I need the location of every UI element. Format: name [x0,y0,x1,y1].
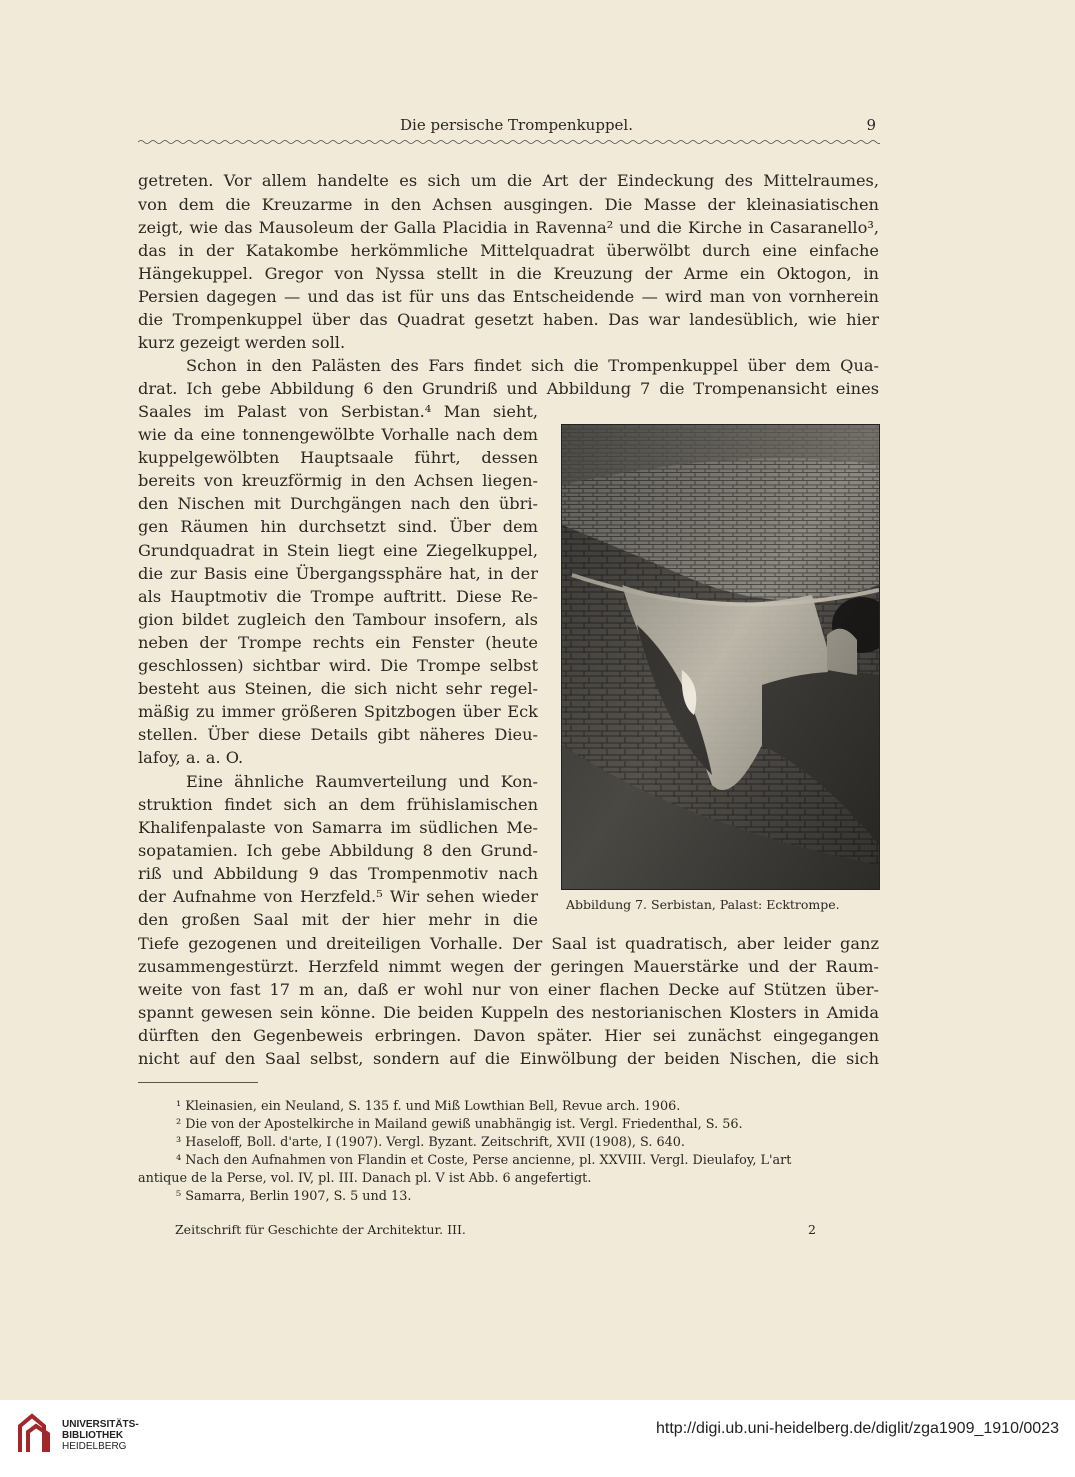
body-line: spannt gewesen sein könne. Die beiden Kuppeln des nestorianischen Klosters in Amida [138,1003,879,1022]
footnote-rule [138,1082,258,1083]
body-line: den großen Saal mit der hier mehr in die [138,910,538,929]
source-url-link[interactable]: http://digi.ub.uni-heidelberg.de/diglit/zga1909_1910/0023 [656,1420,1059,1437]
body-line: nicht auf den Saal selbst, sondern auf die Einwölbung der beiden Nischen, die sich [138,1049,879,1068]
footnote-4-cont: antique de la Perse, vol. IV, pl. III. Danach pl. V ist Abb. 6 angefertigt. [138,1171,592,1186]
footnote-5: ⁵ Samarra, Berlin 1907, S. 5 und 13. [176,1189,412,1204]
body-line: geschlossen) sichtbar wird. Die Trompe selbst [138,656,538,675]
footnote-3: ³ Haseloff, Boll. d'arte, I (1907). Vergl. Byzant. Zeitschrift, XVII (1908), S. 640. [176,1135,686,1150]
library-line-1: UNIVERSITÄTS- [62,1419,139,1430]
body-line: der Aufnahme von Herzfeld.⁵ Wir sehen wieder [138,887,538,906]
body-line: Tiefe gezogenen und dreiteiligen Vorhalle. Der Saal ist quadratisch, aber leider ganz [138,934,879,953]
footnote-2: ² Die von der Apostelkirche in Mailand gewiß unabhängig ist. Vergl. Friedenthal, S. 56. [176,1117,743,1132]
body-line: kuppelgewölbten Hauptsaale führt, dessen [138,448,538,467]
body-line: gion bildet zugleich den Tambour insofern, als [138,610,538,629]
footnote-4: ⁴ Nach den Aufnahmen von Flandin et Coste, Perse ancienne, pl. XXVIII. Vergl. Dieulafoy, L'art [176,1153,792,1168]
university-library-logo-icon [14,1412,54,1458]
body-line: Saales im Palast von Serbistan.⁴ Man sieht, [138,402,538,421]
figure-caption: Abbildung 7. Serbistan, Palast: Ecktrompe. [566,897,840,912]
body-line: besteht aus Steinen, die sich nicht sehr regel- [138,679,538,698]
body-line: bereits von kreuzförmig in den Achsen liegen- [138,471,538,490]
body-line: drat. Ich gebe Abbildung 6 den Grundriß und Abbildung 7 die Trompenansicht eines [138,379,879,398]
body-line: riß und Abbildung 9 das Trompenmotiv nach [138,864,538,883]
figure-photo-squinch [561,424,880,890]
signature-mark: 2 [808,1222,816,1237]
journal-title: Zeitschrift für Geschichte der Architektur. III. [175,1222,466,1237]
header-title: Die persische Trompenkuppel. [400,116,633,134]
header-wave-rule [138,138,880,146]
body-line: dürften den Gegenbeweis erbringen. Davon später. Hier sei zunächst eingegangen [138,1026,879,1045]
footnote-1: ¹ Kleinasien, ein Neuland, S. 135 f. und Miß Lowthian Bell, Revue arch. 1906. [176,1099,681,1114]
body-line: Persien dagegen — und das ist für uns das Entscheidende — wird man von vornherein [138,287,879,306]
library-line-2: BIBLIOTHEK [62,1430,124,1441]
body-line: weite von fast 17 m an, daß er wohl nur von einer flachen Decke auf Stützen über- [138,980,879,999]
squinch-photo-illustration [562,425,879,889]
body-line: gen Räumen hin durchsetzt sind. Über dem [138,517,538,536]
page-number: 9 [866,116,876,134]
body-line: struktion findet sich an dem frühislamischen [138,795,538,814]
body-line: Grundquadrat in Stein liegt eine Ziegelkuppel, [138,541,538,560]
body-line: wie da eine tonnengewölbte Vorhalle nach dem [138,425,538,444]
body-line: Hängekuppel. Gregor von Nyssa stellt in die Kreuzung der Arme ein Oktogon, in [138,264,879,283]
body-line: von dem die Kreuzarme in den Achsen ausgingen. Die Masse der kleinasiatischen [138,195,879,214]
viewer-footer [0,1400,1075,1477]
body-line: mäßig zu immer größeren Spitzbogen über Eck [138,702,538,721]
body-line: Khalifenpalaste von Samarra im südlichen Me- [138,818,538,837]
library-line-3: HEIDELBERG [62,1441,127,1452]
library-name [62,1419,139,1452]
body-line: zeigt, wie das Mausoleum der Galla Placidia in Ravenna² und die Kirche in Casaranello³, [138,218,879,237]
body-line: neben der Trompe rechts ein Fenster (heute [138,633,538,652]
body-line: Schon in den Palästen des Fars findet sich die Trompenkuppel über dem Qua- [186,356,879,375]
running-header [138,116,880,138]
body-line: getreten. Vor allem handelte es sich um die Art der Eindeckung des Mittelraumes, [138,171,879,190]
body-line: sopatamien. Ich gebe Abbildung 8 den Grund- [138,841,538,860]
body-line: das in der Katakombe herkömmliche Mittelquadrat überwölbt durch eine einfache [138,241,879,260]
body-line: die zur Basis eine Übergangssphäre hat, in der [138,564,538,583]
body-line: Eine ähnliche Raumverteilung und Kon- [186,772,538,791]
body-line: die Trompenkuppel über das Quadrat gesetzt haben. Das war landesüblich, wie hier [138,310,879,329]
body-line: den Nischen mit Durchgängen nach den übri- [138,494,538,513]
body-line: lafoy, a. a. O. [138,748,244,767]
body-line: zusammengestürzt. Herzfeld nimmt wegen der geringen Mauerstärke und der Raum- [138,957,879,976]
body-line: stellen. Über diese Details gibt näheres Dieu- [138,725,538,744]
body-line: kurz gezeigt werden soll. [138,333,346,352]
body-line: als Hauptmotiv die Trompe auftritt. Diese Re- [138,587,538,606]
